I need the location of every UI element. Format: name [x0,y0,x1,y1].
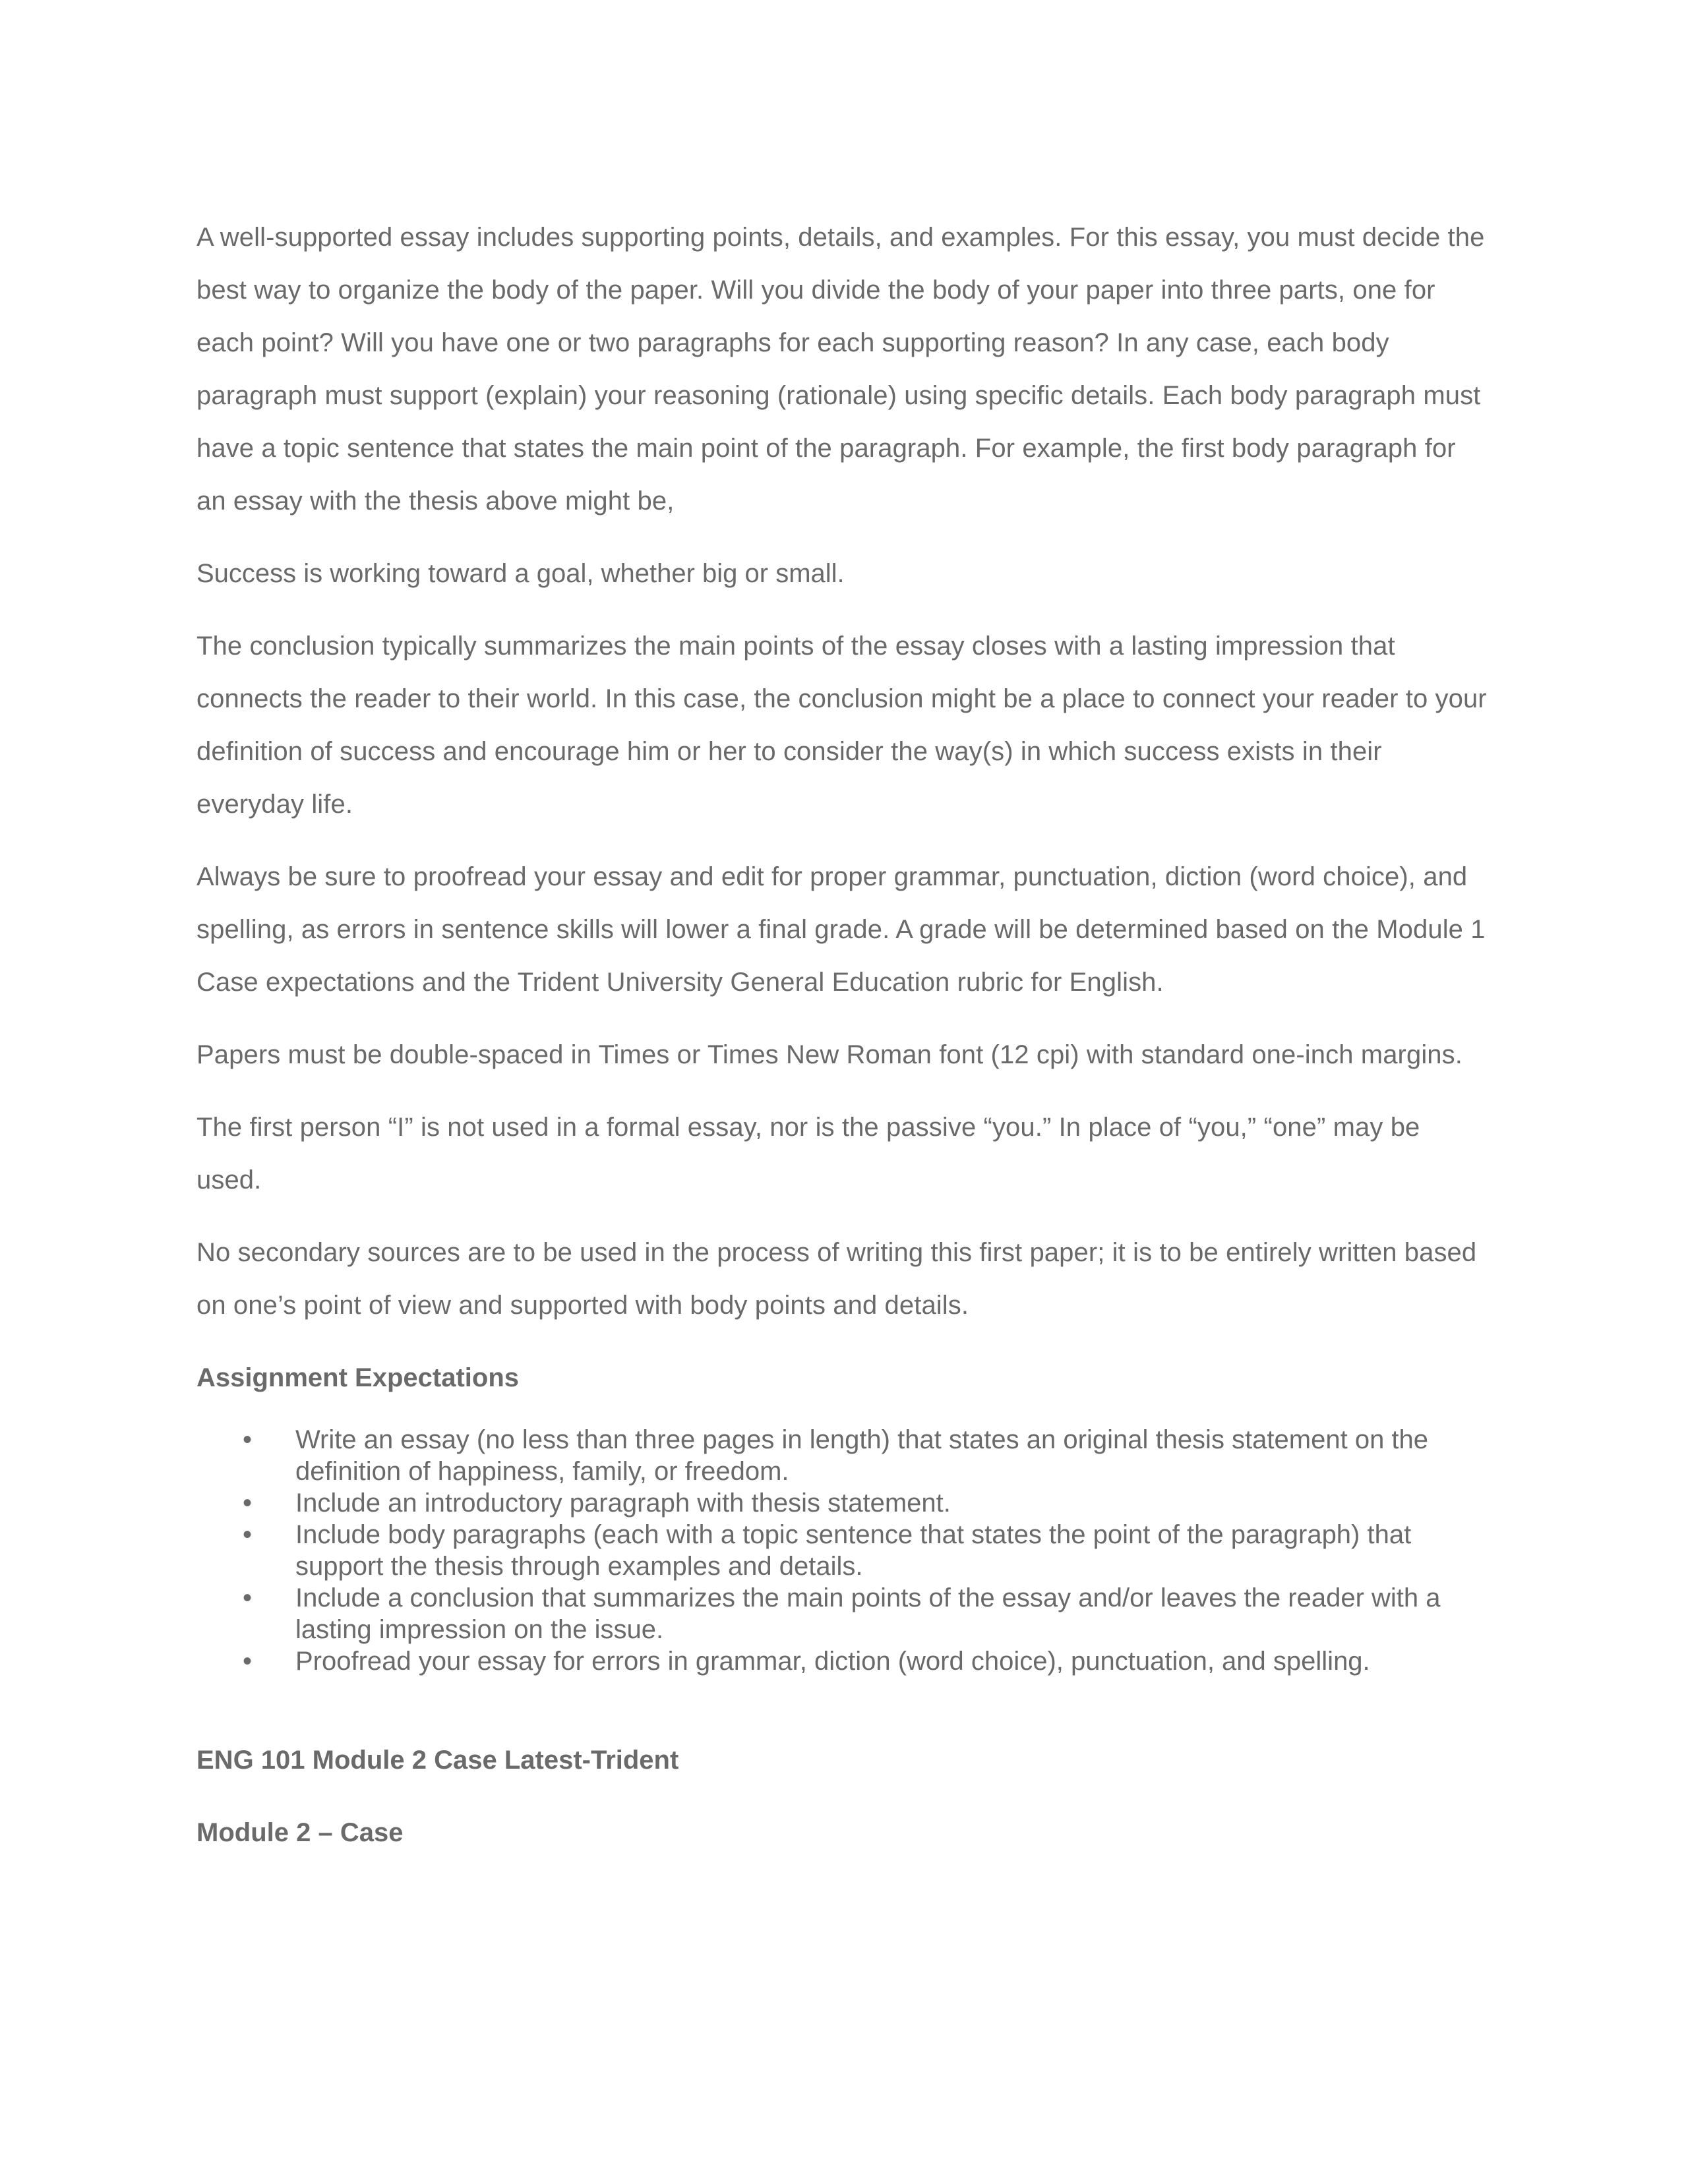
paragraph-conclusion-guidance: The conclusion typically summarizes the main points of the essay closes with a lasting impression that connects the reader to their world. In this case, the conclusion might be a place to connect your reader to your definition of success and encourage him or her to consider the way(s) in which success exists in their everyday life. [196,632,1487,819]
paragraph-example-topic-sentence: Success is working toward a goal, whether big or small. [196,559,845,588]
paragraph-first-person: The first person “I” is not used in a formal essay, nor is the passive “you.” In place of “you,” “one” may be used. [196,1113,1420,1195]
expectations-list [196,1424,1489,1677]
bullet-icon: • [243,1520,253,1549]
bullet-icon: • [243,1425,253,1454]
list-item-text: Include body paragraphs (each with a topic sentence that states the point of the paragraph) that support the thesis through examples and details. [295,1520,1412,1581]
list-item-text: Include a conclusion that summarizes the main points of the essay and/or leaves the reader with a lasting impression on the issue. [295,1583,1441,1644]
assignment-expectations-heading: Assignment Expectations [196,1363,520,1392]
module-title-heading: Module 2 – Case [196,1818,404,1847]
list-item [196,1424,1489,1487]
bullet-icon: • [243,1647,253,1676]
list-item-text: Proofread your essay for errors in grammar, diction (word choice), punctuation, and spelling. [295,1647,1370,1676]
paragraph-proofreading: Always be sure to proofread your essay and edit for proper grammar, punctuation, diction (word choice), and spelling, as errors in sentence skills will lower a final grade. A grade will be determined based on the Module 1 Case expectations and the Trident University General Education rubric for English. [196,862,1486,997]
list-item-text: Write an essay (no less than three pages in length) that states an original thesis statement on the definition of happiness, family, or freedom. [295,1425,1429,1486]
list-item [196,1582,1489,1645]
bullet-icon: • [243,1583,253,1612]
list-item [196,1645,1489,1677]
course-title-heading: ENG 101 Module 2 Case Latest-Trident [196,1746,679,1775]
list-item-text: Include an introductory paragraph with thesis statement. [295,1489,951,1518]
list-item [196,1519,1489,1582]
document-body [196,211,1489,1879]
bullet-icon: • [243,1489,253,1518]
paragraph-essay-organization: A well-supported essay includes supporting points, details, and examples. For this essay, you must decide the best way to organize the body of the paper. Will you divide the body of your paper into three parts, one for each point? Will you have one or two paragraphs for each supporting reason? In any case, each body paragraph must support (explain) your reasoning (rationale) using specific details. Each body paragraph must have a topic sentence that states the main point of the paragraph. For example, the first body paragraph for an essay with the thesis above might be, [196,223,1485,516]
spacer [196,1677,1489,1734]
paragraph-secondary-sources: No secondary sources are to be used in the process of writing this first paper; it is to be entirely written based on one’s point of view and supported with body points and details. [196,1238,1477,1320]
paragraph-formatting: Papers must be double-spaced in Times or Times New Roman font (12 cpi) with standard one-inch margins. [196,1040,1462,1069]
list-item [196,1487,1489,1519]
